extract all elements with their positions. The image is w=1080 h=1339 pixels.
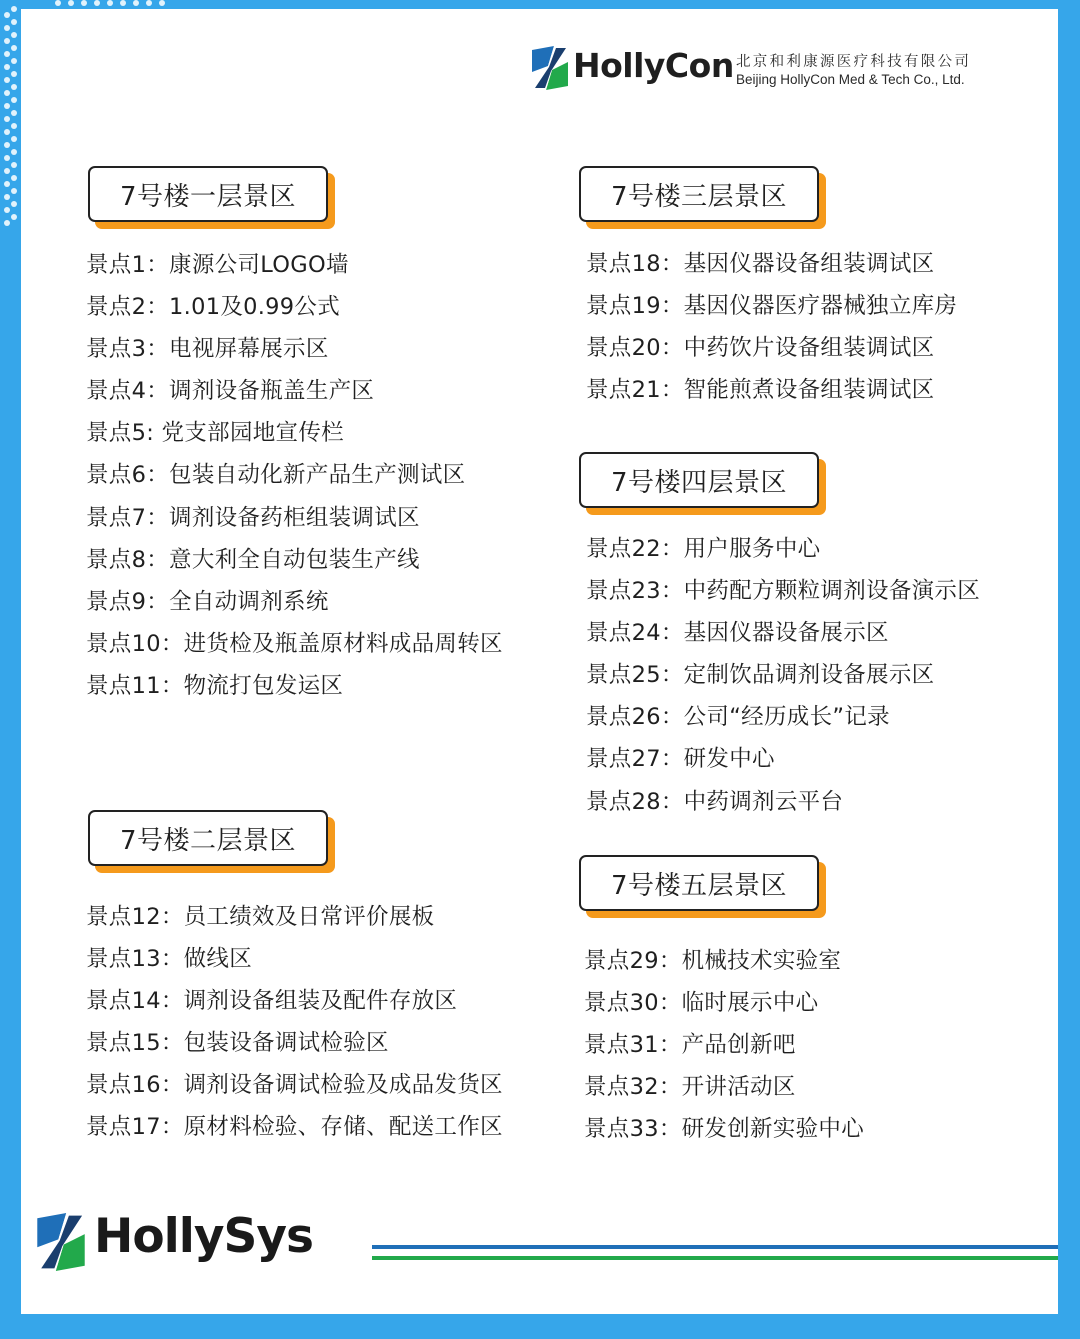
list-item: 景点25：定制饮品调剂设备展示区 xyxy=(586,662,935,689)
decorative-dot xyxy=(4,38,10,44)
decorative-dot xyxy=(11,71,17,77)
decorative-dot xyxy=(107,0,113,6)
list-item: 景点3：电视屏幕展示区 xyxy=(86,336,329,363)
decorative-dot xyxy=(133,0,139,6)
decorative-dot xyxy=(11,97,17,103)
section-title-floor3: 7号楼三层景区 xyxy=(579,166,819,222)
decorative-dot xyxy=(120,0,126,6)
section-title-floor1: 7号楼一层景区 xyxy=(88,166,328,222)
list-item: 景点19：基因仪器医疗器械独立库房 xyxy=(586,293,958,320)
decorative-dot xyxy=(11,162,17,168)
decorative-dot xyxy=(4,51,10,57)
decorative-dot xyxy=(4,129,10,135)
list-item: 景点28：中药调剂云平台 xyxy=(586,788,844,815)
spot-list-floor4 xyxy=(586,528,980,823)
list-item: 景点21：智能煎煮设备组装调试区 xyxy=(586,377,935,404)
company-name-cn: 北京和利康源医疗科技有限公司 xyxy=(736,54,972,70)
list-item: 景点14：调剂设备组装及配件存放区 xyxy=(86,988,458,1015)
decorative-dot xyxy=(11,19,17,25)
list-item: 景点6：包装自动化新产品生产测试区 xyxy=(86,462,466,489)
list-item: 景点2：1.01及0.99公式 xyxy=(86,294,341,321)
divider-green xyxy=(372,1256,1058,1260)
decorative-dot xyxy=(4,155,10,161)
list-item: 景点24：基因仪器设备展示区 xyxy=(586,620,889,647)
decorative-dot xyxy=(4,207,10,213)
decorative-dot xyxy=(4,64,10,70)
decorative-dot xyxy=(146,0,152,6)
list-item: 景点31：产品创新吧 xyxy=(584,1032,796,1059)
hollysys-wordmark: HollySys xyxy=(94,1209,313,1264)
decorative-dot xyxy=(11,123,17,129)
list-item: 景点29：机械技术实验室 xyxy=(584,948,842,974)
decorative-dot xyxy=(4,181,10,187)
spot-list-floor1 xyxy=(86,244,503,707)
decorative-dot xyxy=(81,0,87,6)
decorative-dot xyxy=(55,0,61,6)
divider-blue xyxy=(372,1245,1058,1249)
list-item: 景点9：全自动调剂系统 xyxy=(86,588,329,615)
list-item: 景点13：做线区 xyxy=(86,946,253,973)
decorative-dot xyxy=(11,84,17,90)
decorative-dot xyxy=(4,90,10,96)
list-item: 景点16：调剂设备调试检验及成品发货区 xyxy=(86,1072,503,1099)
list-item: 景点7：调剂设备药柜组装调试区 xyxy=(86,504,420,531)
decorative-dot xyxy=(4,103,10,109)
hollysys-s-mark-icon xyxy=(36,1213,86,1271)
decorative-dot xyxy=(4,142,10,148)
spot-list-floor2 xyxy=(86,896,503,1149)
list-item: 景点23：中药配方颗粒调剂设备演示区 xyxy=(586,578,981,605)
decorative-dot xyxy=(11,149,17,155)
list-item: 景点4：调剂设备瓶盖生产区 xyxy=(86,378,375,405)
decorative-dot xyxy=(11,214,17,220)
list-item: 景点11：物流打包发运区 xyxy=(86,672,344,699)
section-title-floor5: 7号楼五层景区 xyxy=(579,855,819,911)
decorative-dot xyxy=(11,201,17,207)
list-item: 景点30：临时展示中心 xyxy=(584,990,819,1017)
section-title-floor4: 7号楼四层景区 xyxy=(579,452,819,508)
decorative-dot xyxy=(4,116,10,122)
list-item: 景点12：员工绩效及日常评价展板 xyxy=(86,904,435,930)
spot-list-floor3 xyxy=(586,243,957,411)
decorative-dot xyxy=(11,6,17,12)
list-item: 景点17：原材料检验、存储、配送工作区 xyxy=(86,1114,503,1141)
decorative-dot xyxy=(11,188,17,194)
decorative-dot xyxy=(4,194,10,200)
decorative-dot xyxy=(4,25,10,31)
list-item: 景点5: 党支部园地宣传栏 xyxy=(86,420,344,447)
decorative-dot xyxy=(4,168,10,174)
hollysys-s-mark-icon xyxy=(532,46,568,90)
list-item: 景点10：进货检及瓶盖原材料成品周转区 xyxy=(86,630,503,657)
decorative-dot xyxy=(68,0,74,6)
list-item: 景点1：康源公司LOGO墙 xyxy=(86,252,349,278)
list-item: 景点22：用户服务中心 xyxy=(586,536,821,562)
decorative-dot xyxy=(11,45,17,51)
decorative-dot xyxy=(11,136,17,142)
decorative-dot xyxy=(159,0,165,6)
list-item: 景点27：研发中心 xyxy=(586,746,775,773)
section-title-floor2: 7号楼二层景区 xyxy=(88,810,328,866)
decorative-dot xyxy=(11,110,17,116)
decorative-dot xyxy=(4,12,10,18)
decorative-dot xyxy=(94,0,100,6)
decorative-dot xyxy=(4,220,10,226)
decorative-dot xyxy=(11,32,17,38)
list-item: 景点26：公司“经历成长”记录 xyxy=(586,704,890,731)
list-item: 景点8：意大利全自动包装生产线 xyxy=(86,546,420,573)
decorative-dot xyxy=(11,58,17,64)
list-item: 景点20：中药饮片设备组装调试区 xyxy=(586,335,935,362)
list-item: 景点18：基因仪器设备组装调试区 xyxy=(586,251,935,277)
spot-list-floor5 xyxy=(584,940,864,1150)
list-item: 景点33：研发创新实验中心 xyxy=(584,1116,865,1143)
list-item: 景点32：开讲活动区 xyxy=(584,1074,796,1101)
decorative-dot xyxy=(11,175,17,181)
decorative-dot xyxy=(4,77,10,83)
list-item: 景点15：包装设备调试检验区 xyxy=(86,1030,389,1057)
company-name-en: Beijing HollyCon Med & Tech Co., Ltd. xyxy=(736,72,965,87)
hollycon-wordmark: HollyCon xyxy=(573,46,734,85)
